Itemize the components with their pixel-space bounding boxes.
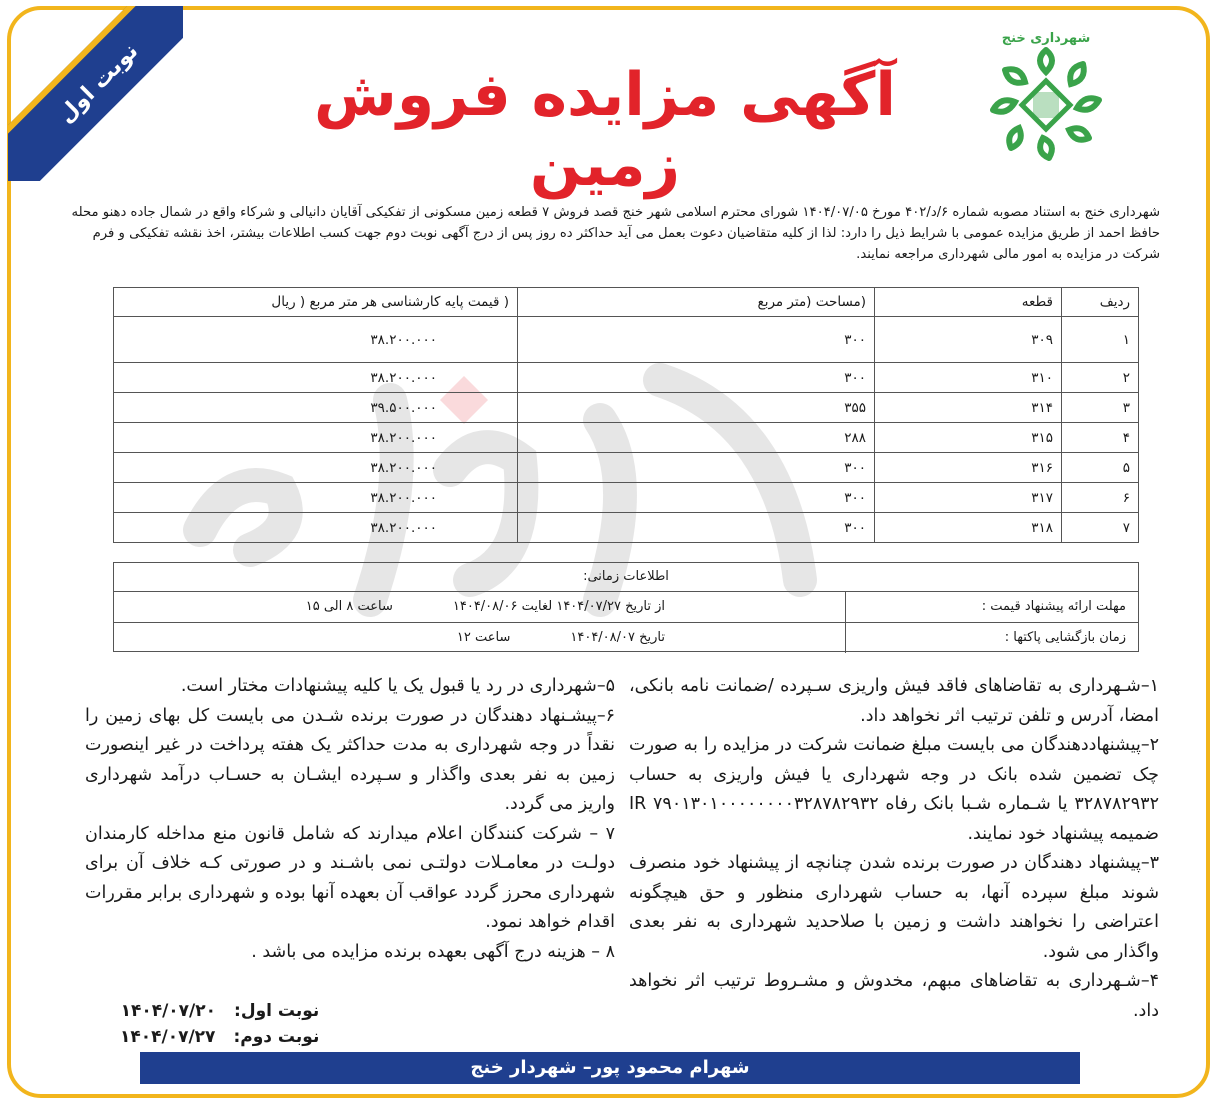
condition-item: ۸ – هزینه درج آگهی بعهده برنده مزایده می باشد . bbox=[251, 941, 615, 962]
condition-item: ۵–شهرداری در رد یا قبول یک یا کلیه پیشنهادات مختار است. bbox=[180, 676, 615, 696]
insertion-badge bbox=[8, 6, 183, 181]
time-info-header: اطلاعات زمانی: bbox=[114, 563, 1138, 592]
row-number: ۳ bbox=[1062, 393, 1139, 423]
offer-deadline-label: مهلت ارائه پیشنهاد قیمت : bbox=[845, 592, 1138, 622]
plot-area: ۳۰۰ bbox=[518, 483, 875, 513]
base-price: ۳۸.۲۰۰.۰۰۰ bbox=[114, 453, 518, 483]
row-number: ۵ bbox=[1062, 453, 1139, 483]
plot-area: ۳۵۵ bbox=[518, 393, 875, 423]
row-number: ۱ bbox=[1062, 317, 1139, 363]
plot-number: ۳۱۰ bbox=[875, 363, 1062, 393]
base-price: ۳۹.۵۰۰.۰۰۰ bbox=[114, 393, 518, 423]
intro-paragraph: شهرداری خنج به استناد مصوبه شماره ۶/د/۴۰۲ مورخ ۱۴۰۴/۰۷/۰۵ شورای محترم اسلامی شهر خنج قصد فروش ۷ قطعه زمین مسکونی از تفکیکی آقایان دانیالی و شرکاء واقع در شمال جاده دهنو محله حافظ احمد از طریق مزایده عمومی با شرایط ذیل را دارد: لذا از کلیه متقاضیان دعوت بعمل می آید حداکثر ده روز پس از درج آگهی نوبت دوم جهت کسب اطلاعات بیشتر، اخذ نقشه تفکیکی و فرم شرکت در مزایده به امور مالی شهرداری مراجعه نمایند. bbox=[71, 205, 1160, 262]
opening-label: زمان بازگشایی پاکتها : bbox=[845, 623, 1138, 653]
header-plot: قطعه bbox=[875, 288, 1062, 317]
plot-number: ۳۱۵ bbox=[875, 423, 1062, 453]
plot-number: ۳۱۶ bbox=[875, 453, 1062, 483]
badge-band bbox=[8, 6, 183, 181]
badge-text: نوبت اول bbox=[53, 38, 143, 128]
table-row bbox=[114, 423, 1139, 453]
base-price: ۳۸.۲۰۰.۰۰۰ bbox=[114, 513, 518, 543]
table-row bbox=[114, 513, 1139, 543]
table-row bbox=[114, 363, 1139, 393]
plot-area: ۳۰۰ bbox=[518, 317, 875, 363]
condition-item: ۲–پیشنهاددهندگان می بایست مبلغ ضمانت شرکت در مزایده را به صورت چک تضمین شده بانک در وجه شهرداری یا فیش واریزی به حساب ۳۲۸۷۸۲۹۳۲ یا شـماره شـبا بانک رفاه IR ۷۹۰۱۳۰۱۰۰۰۰۰۰۰۰۳۲۸۷۸۲۹۳۲ ضمیمه پیشنهاد خود نمایند. bbox=[629, 735, 1159, 844]
publication-label: نوبت اول: bbox=[234, 1001, 320, 1021]
plot-area: ۲۸۸ bbox=[518, 423, 875, 453]
opening-time: ساعت ۱۲ bbox=[456, 630, 511, 645]
opening-value bbox=[114, 623, 845, 653]
municipality-logo bbox=[971, 30, 1121, 180]
condition-item: ۶–پیشـنهاد دهندگان در صورت برنده شـدن می بایست کل بهای زمین را نقداً در وجه شهرداری به مدت حداکثر یک هفته پرداخت در غیر اینصورت زمین به نفر بعدی واگذار و سـپرده ایشـان به حسـاب درآمد شهرداری واریز می گردد. bbox=[85, 705, 615, 814]
row-number: ۴ bbox=[1062, 423, 1139, 453]
condition-item: ۷ – شرکت کنندگان اعلام میدارند که شامل قانون منع مداخله کارمندان دولـت در معامـلات دولتـی نمی باشـند و در صورتی کـه خلاف آن برای شهرداری محرز گردد عواقب آن بعهده آنها بوده و شهرداری برابر مقررات اقدام خواهد نمود. bbox=[85, 823, 615, 932]
publication-date-row bbox=[120, 998, 319, 1024]
opening-date: تاریخ ۱۴۰۴/۰۸/۰۷ bbox=[570, 630, 665, 645]
table-row bbox=[114, 317, 1139, 363]
offer-deadline-time: ساعت ۸ الی ۱۵ bbox=[305, 599, 393, 614]
plot-number: ۳۱۴ bbox=[875, 393, 1062, 423]
header-base-price: ( قیمت پایه کارشناسی هر متر مربع ( ریال bbox=[114, 288, 518, 317]
header-row-number: ردیف bbox=[1062, 288, 1139, 317]
base-price: ۳۸.۲۰۰.۰۰۰ bbox=[114, 363, 518, 393]
row-number: ۷ bbox=[1062, 513, 1139, 543]
time-info-row bbox=[114, 623, 1138, 653]
plot-area: ۳۰۰ bbox=[518, 363, 875, 393]
condition-item: ۱–شـهرداری به تقاضاهای فاقد فیش واریزی سـپرده /ضمانت نامه بانکی، امضا، آدرس و تلفن ترتیب اثر نخواهد داد. bbox=[629, 676, 1159, 726]
offer-deadline-value bbox=[114, 592, 845, 622]
base-price: ۳۸.۲۰۰.۰۰۰ bbox=[114, 317, 518, 363]
conditions-left-column bbox=[85, 672, 615, 967]
table-header-row bbox=[114, 288, 1139, 317]
publication-value: ۱۴۰۴/۰۷/۲۰ bbox=[120, 1001, 217, 1021]
ad-title: آگهی مزایده فروش زمین bbox=[314, 60, 896, 200]
conditions-right-column bbox=[629, 672, 1159, 1026]
plot-number: ۳۱۷ bbox=[875, 483, 1062, 513]
plot-number: ۳۱۸ bbox=[875, 513, 1062, 543]
table-row bbox=[114, 453, 1139, 483]
publication-value: ۱۴۰۴/۰۷/۲۷ bbox=[120, 1027, 216, 1047]
condition-item: ۴–شـهرداری به تقاضاهای مبهم، مخدوش و مشـروط ترتیب اثر نخواهد داد. bbox=[629, 971, 1159, 1021]
table-row bbox=[114, 483, 1139, 513]
offer-deadline-date: از تاریخ ۱۴۰۴/۰۷/۲۷ لغایت ۱۴۰۴/۰۸/۰۶ bbox=[452, 599, 665, 614]
publication-label: نوبت دوم: bbox=[233, 1027, 320, 1047]
plots-table bbox=[113, 287, 1139, 543]
plot-area: ۳۰۰ bbox=[518, 453, 875, 483]
time-info-row bbox=[114, 592, 1138, 623]
svg-text:شهرداری خنج: شهرداری خنج bbox=[1001, 31, 1091, 46]
header-area: (مساحت (متر مربع bbox=[518, 288, 875, 317]
table-row bbox=[114, 393, 1139, 423]
plot-number: ۳۰۹ bbox=[875, 317, 1062, 363]
row-number: ۶ bbox=[1062, 483, 1139, 513]
publication-dates bbox=[120, 998, 319, 1050]
base-price: ۳۸.۲۰۰.۰۰۰ bbox=[114, 423, 518, 453]
row-number: ۲ bbox=[1062, 363, 1139, 393]
base-price: ۳۸.۲۰۰.۰۰۰ bbox=[114, 483, 518, 513]
condition-item: ۳–پیشنهاد دهندگان در صورت برنده شدن چنانچه از پیشنهاد خود منصرف شوند مبلغ سپرده آنها، به حساب شهرداری منظور و حق هیچگونه اعتراضی را نخواهند داشت و زمین با صلاحدید شهرداری به نفر بعدی واگذار می شود. bbox=[629, 853, 1159, 962]
publication-date-row bbox=[120, 1024, 319, 1050]
plot-area: ۳۰۰ bbox=[518, 513, 875, 543]
signature-footer: شهرام محمود پور– شهردار خنج bbox=[140, 1052, 1080, 1084]
time-info-box bbox=[113, 562, 1139, 652]
